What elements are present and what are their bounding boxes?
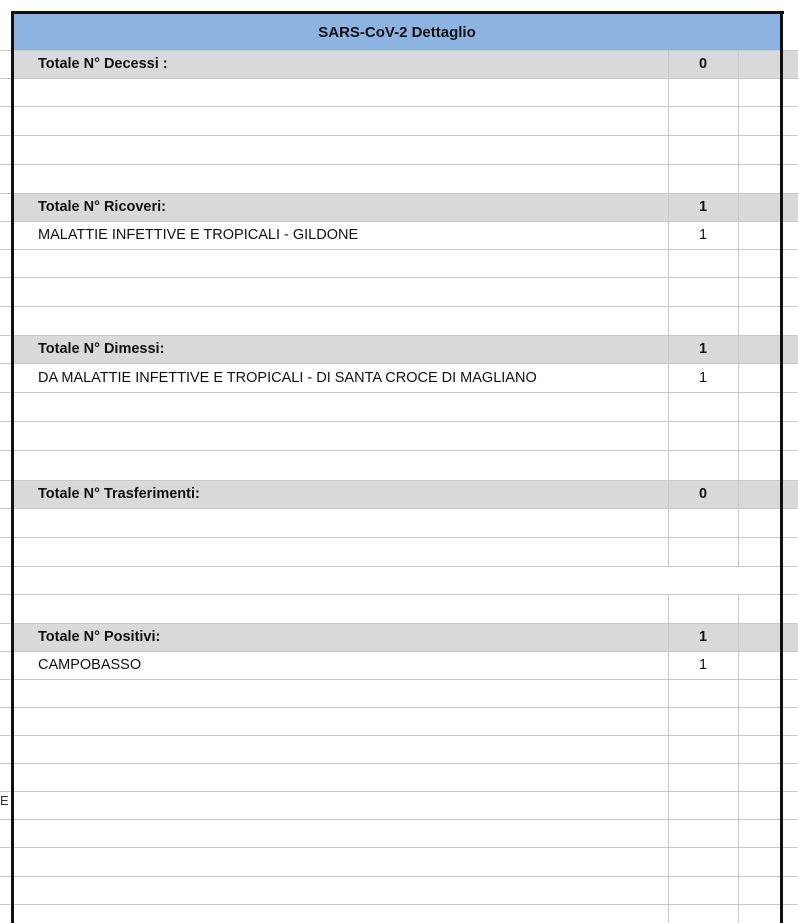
table-row-name: CAMPOBASSO	[38, 657, 142, 673]
section-total-positivi: 1	[698, 629, 708, 645]
table-row-value: 1	[698, 657, 708, 673]
section-total-trasferimenti: 0	[698, 486, 708, 502]
section-total-decessi: 0	[698, 56, 708, 72]
edge-text-fragment: E	[0, 793, 9, 808]
section-total-dimessi: 1	[698, 341, 708, 357]
section-label-decessi: Totale N° Decessi :	[38, 56, 168, 72]
table-row-value: 1	[698, 369, 708, 386]
table-row-name: DA MALATTIE INFETTIVE E TROPICALI - DI SANTA CROCE DI MAGLIANO	[38, 369, 537, 386]
table-title: SARS-CoV-2 Dettaglio	[318, 23, 476, 41]
table-row-name: MALATTIE INFETTIVE E TROPICALI - GILDONE	[38, 227, 359, 243]
section-total-ricoveri: 1	[698, 199, 708, 215]
section-label-ricoveri: Totale N° Ricoveri:	[38, 199, 167, 215]
section-label-positivi: Totale N° Positivi:	[38, 629, 161, 645]
section-label-trasferimenti: Totale N° Trasferimenti:	[38, 486, 200, 502]
table-row-value: 1	[698, 227, 708, 243]
section-label-dimessi: Totale N° Dimessi:	[38, 341, 165, 357]
